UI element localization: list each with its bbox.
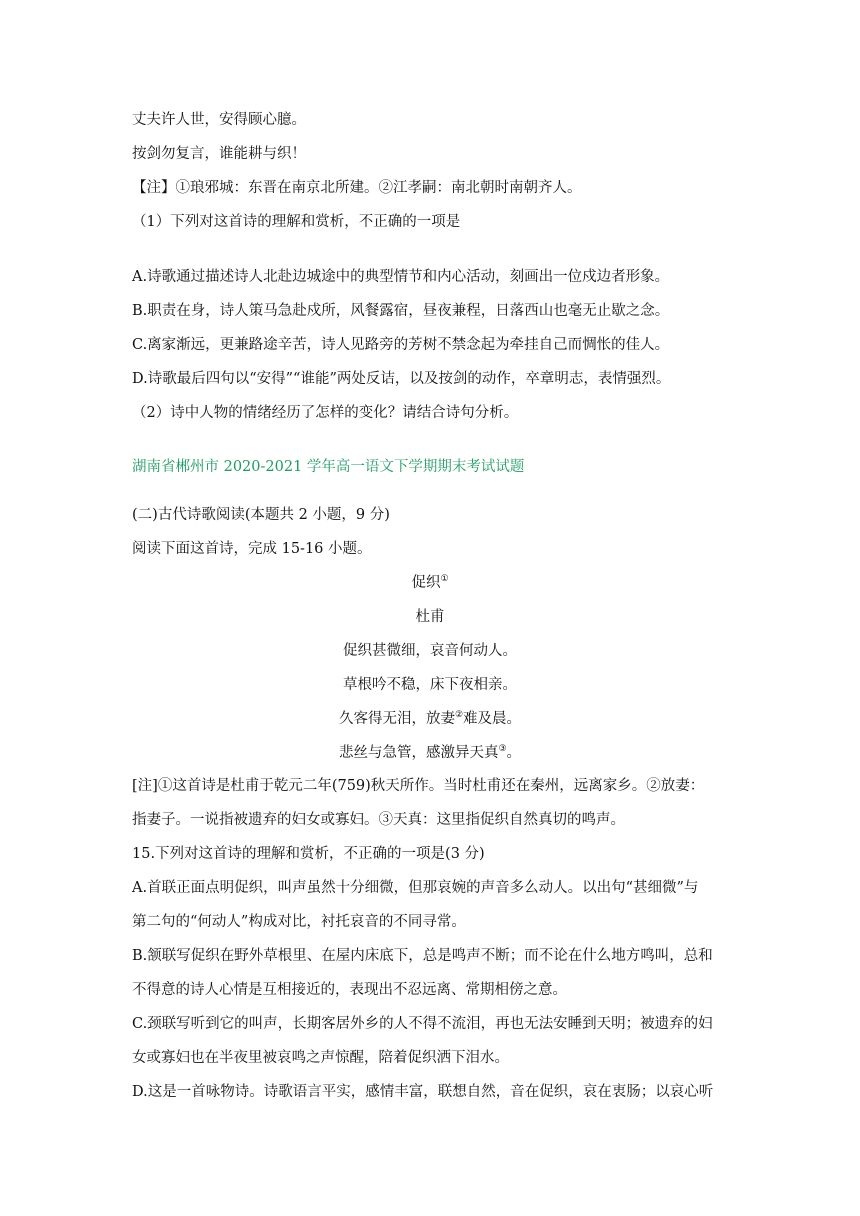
footnote-marker: ① — [440, 574, 449, 585]
poem-line: 按剑勿复言，谁能耕与织！ — [132, 146, 306, 162]
poem-line: 促织甚微细，哀音何动人。 — [343, 643, 517, 659]
poem-line: 悲丝与急管，感激异天真③。 — [338, 744, 522, 761]
option-a-cont: 第二句的“何动人”构成对比，衬托哀音的不同寻常。 — [132, 914, 466, 930]
annotation-note: [注]①这首诗是杜甫于乾元二年(759)秋天所作。当时杜甫还在秦州，远离家乡。②放妻： — [132, 778, 705, 794]
annotation-note: 指妻子。一说指被遗弃的妇女或寡妇。③天真：这里指促织自然真切的鸣声。 — [132, 812, 625, 828]
option-b-cont: 不得意的诗人心情是互相接近的，表现出不忍远离、常期相傍之意。 — [132, 982, 567, 998]
part-title: (二)古代诗歌阅读(本题共 2 小题，9 分) — [132, 507, 390, 523]
option-c: C.离家渐远，更兼路途辛苦，诗人见路旁的芳树不禁念起为牵挂自己而惆怅的佳人。 — [132, 337, 670, 353]
question-2: （2）诗中人物的情绪经历了怎样的变化？请结合诗句分析。 — [132, 405, 519, 421]
poem-title: 促织① — [411, 574, 449, 591]
option-d: D.这是一首咏物诗。诗歌语言平实，感情丰富，联想自然，音在促织，哀在衷肠；以哀心听 — [132, 1084, 714, 1100]
option-a: A.诗歌通过描述诗人北赴边城途中的典型情节和内心活动，刻画出一位戍边者形象。 — [132, 269, 670, 285]
question-1: （1）下列对这首诗的理解和赏析，不正确的一项是 — [132, 214, 461, 230]
option-d: D.诗歌最后四句以“安得”“谁能”两处反诘，以及按剑的动作，卒章明志，表情强烈。 — [132, 371, 671, 387]
poem-line: 草根吟不稳，床下夜相亲。 — [343, 677, 517, 693]
option-a: A.首联正面点明促织，叫声虽然十分细微，但那哀婉的声音多么动人。以出句“甚细微”与 — [132, 880, 699, 896]
option-c: C.颈联写听到它的叫声，长期客居外乡的人不得不流泪，再也无法安睡到天明；被遗弃的妇 — [132, 1016, 713, 1032]
option-b: B.颔联写促织在野外草根里、在屋内床底下，总是鸣声不断；而不论在什么地方鸣叫，总和 — [132, 948, 713, 964]
section-heading: 湖南省郴州市 2020-2021 学年高一语文下学期期末考试试题 — [132, 459, 525, 475]
poem-author: 杜甫 — [415, 609, 445, 625]
option-b: B.职责在身，诗人策马急赴戍所，风餐露宿，昼夜兼程，日落西山也毫无止歇之念。 — [132, 303, 670, 319]
option-c-cont: 女或寡妇也在半夜里被哀鸣之声惊醒，陪着促织洒下泪水。 — [132, 1050, 509, 1066]
footnote-marker: ② — [454, 710, 464, 721]
question-15: 15.下列对这首诗的理解和赏析，不正确的一项是(3 分) — [132, 846, 485, 862]
poem-line: 丈夫许人世，安得顾心臆。 — [132, 112, 306, 128]
poem-line: 久客得无泪，放妻②难及晨。 — [338, 710, 522, 727]
annotation-note: 【注】①琅邪城：东晋在南京北所建。②江孝嗣：南北朝时南朝齐人。 — [132, 180, 582, 196]
footnote-marker: ③ — [498, 744, 507, 755]
instruction: 阅读下面这首诗，完成 15-16 小题。 — [132, 541, 372, 557]
